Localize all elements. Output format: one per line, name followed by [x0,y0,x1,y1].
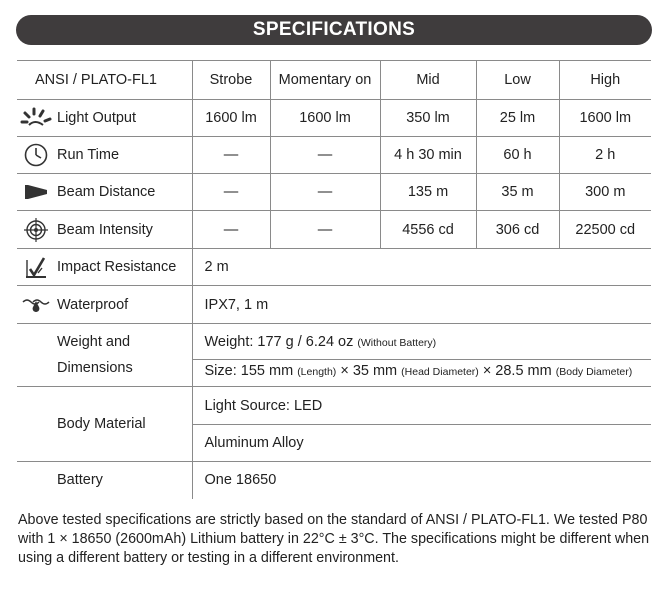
weight-value [192,324,651,360]
size-body: × 28.5 mm [482,363,552,379]
beam-intensity-strobe: — [192,211,270,249]
clock-icon [17,143,55,167]
body-material-label: Body Material [57,416,146,432]
header-high: High [559,61,651,100]
dimensions-value [192,360,651,387]
run-time-momentary: — [270,137,380,174]
run-time-label: Run Time [57,147,120,163]
header-strobe: Strobe [192,61,270,100]
beam-distance-icon [17,183,55,201]
material-value: Aluminum Alloy [192,425,651,462]
body-material-row [17,387,651,425]
beam-distance-low: 35 m [476,174,559,211]
weight-text: Weight: 177 g / 6.24 oz [204,333,354,350]
run-time-low: 60 h [476,137,559,174]
weight-label-line2: Dimensions [57,360,133,376]
light-output-mid: 350 lm [380,100,476,137]
beam-distance-high: 300 m [559,174,651,211]
beam-distance-strobe: — [192,174,270,211]
header-low: Low [476,61,559,100]
light-output-label: Light Output [57,110,136,126]
header-momentary-on: Momentary on [270,61,380,100]
waterproof-label: Waterproof [57,296,129,313]
light-output-high: 1600 lm [559,100,651,137]
battery-label: Battery [57,472,103,489]
run-time-high: 2 h [559,137,651,174]
target-icon [17,217,55,243]
battery-row [17,462,651,499]
size-length: Size: 155 mm [204,363,294,379]
light-output-low: 25 lm [476,100,559,137]
specifications-banner: SPECIFICATIONS [16,15,652,45]
beam-intensity-mid: 4556 cd [380,211,476,249]
beam-intensity-momentary: — [270,211,380,249]
waterproof-row [17,286,651,324]
light-output-strobe: 1600 lm [192,100,270,137]
run-time-mid: 4 h 30 min [380,137,476,174]
beam-intensity-high: 22500 cd [559,211,651,249]
weight-row [17,324,651,360]
beam-intensity-low: 306 cd [476,211,559,249]
size-body-note: (Body Diameter) [555,366,633,378]
battery-value: One 18650 [192,462,651,499]
size-head-note: (Head Diameter) [401,366,479,378]
weight-note: (Without Battery) [357,336,437,349]
size-length-note: (Length) [297,366,337,378]
beam-distance-row [17,174,651,211]
waterproof-value: IPX7, 1 m [192,286,651,324]
beam-intensity-row [17,211,651,249]
light-output-row [17,100,651,137]
specifications-table [17,60,651,499]
light-output-momentary: 1600 lm [270,100,380,137]
impact-resistance-value: 2 m [192,249,651,286]
water-drop-icon [17,295,55,315]
beam-distance-momentary: — [270,174,380,211]
light-source-value: Light Source: LED [192,387,651,425]
beam-distance-label: Beam Distance [57,184,156,200]
impact-resistance-row [17,249,651,286]
impact-resistance-label: Impact Resistance [57,259,177,275]
beam-intensity-label: Beam Intensity [57,221,153,238]
footnote: Above tested specifications are strictly based on the standard of ANSI / PLATO-FL1. We tested P80 with 1 × 18650 (2600mAh) Lithium battery in 22°C ± 3°C. The specifications might be different when using a different battery or testing in a different environment. [18,512,650,566]
weight-label-line1: Weight and [57,334,131,350]
size-head: × 35 mm [340,363,398,379]
beam-distance-mid: 135 m [380,174,476,211]
light-burst-icon [17,107,55,129]
run-time-row [17,137,651,174]
impact-icon [17,255,55,279]
header-mid: Mid [380,61,476,100]
table-header-row [17,61,651,100]
header-standard: ANSI / PLATO-FL1 [17,61,192,100]
run-time-strobe: — [192,137,270,174]
